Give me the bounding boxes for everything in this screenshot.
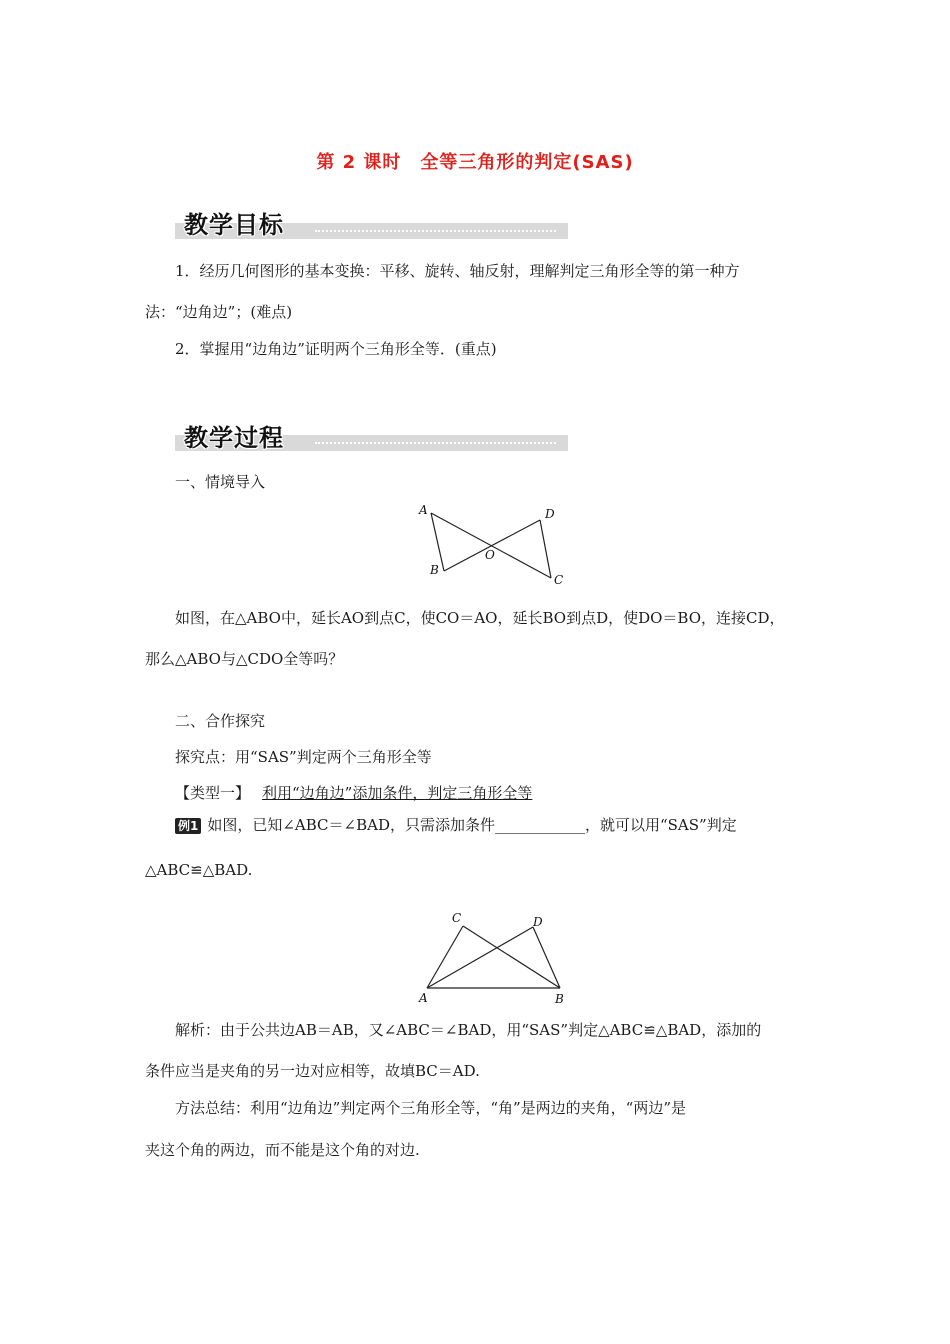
method-line-1: 方法总结：利用“边角边”判定两个三角形全等，“角”是两边的夹角，“两边”是 [175, 1099, 687, 1117]
part-1-heading: 一、情境导入 [175, 473, 266, 491]
intro-line-1: 如图，在△ABO中，延长AO到点C，使CO＝AO，延长BO到点D，使DO＝BO，连接CD， [175, 609, 785, 627]
section-heading-goals: 教学目标 [184, 211, 284, 239]
fig2-label-b: B [555, 992, 564, 1006]
example-badge: 例1 [175, 818, 201, 834]
section-heading-process: 教学过程 [184, 424, 284, 452]
analysis-line-1: 解析：由于公共边AB＝AB，又∠ABC＝∠BAD，用“SAS”判定△ABC≌△BAD，添加的 [175, 1021, 762, 1039]
goal-1-line-2: 法：“边角边”；(难点) [145, 303, 293, 321]
fig1-label-d: D [545, 507, 555, 521]
type-heading [145, 782, 837, 804]
fig2-label-d: D [533, 915, 543, 929]
explore-point: 探究点：用“SAS”判定两个三角形全等 [175, 748, 432, 766]
type-tag: 【类型一】 [175, 784, 251, 802]
figure-triangles [410, 908, 580, 1008]
fig1-label-b: B [430, 563, 439, 577]
example-text: 如图，已知∠ABC＝∠BAD，只需添加条件____________，就可以用“SAS”判定 [207, 816, 737, 834]
fig2-label-c: C [452, 911, 462, 925]
method-line-2: 夹这个角的两边，而不能是这个角的对边. [145, 1141, 420, 1159]
fig1-label-c: C [554, 573, 564, 587]
fig1-label-a: A [419, 503, 428, 517]
part-2-heading: 二、合作探究 [175, 712, 266, 730]
type-title: 利用“边角边”添加条件，判定三角形全等 [262, 784, 533, 802]
goal-1-line-1: 1．经历几何图形的基本变换：平移、旋转、轴反射，理解判定三角形全等的第一种方 [175, 262, 740, 280]
figure-bowtie [410, 500, 570, 592]
page-title: 第 2 课时 全等三角形的判定(SAS) [316, 152, 634, 173]
example-line-2: △ABC≌△BAD. [145, 861, 253, 879]
goal-2: 2．掌握用“边角边”证明两个三角形全等．(重点) [175, 340, 497, 358]
fig2-label-a: A [419, 991, 428, 1005]
fig1-label-o: O [485, 548, 495, 562]
intro-line-2: 那么△ABO与△CDO全等吗？ [145, 650, 344, 668]
analysis-line-2: 条件应当是夹角的另一边对应相等，故填BC＝AD. [145, 1062, 480, 1080]
example-line-1 [145, 814, 837, 836]
